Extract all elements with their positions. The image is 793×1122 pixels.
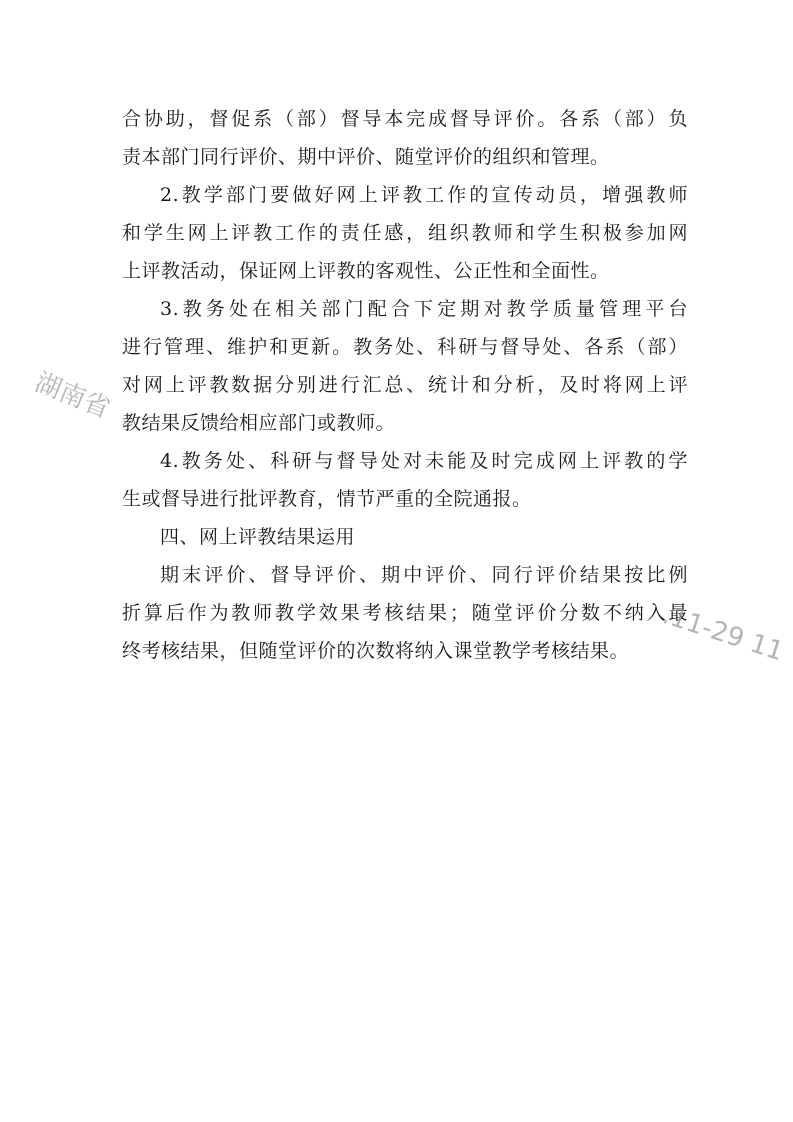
paragraph-line: 生或督导进行批评教育，情节严重的全院通报。 [122,488,532,510]
paragraph-line: 期末评价、督导评价、期中评价、同行评价结果按比例 [160,564,688,586]
paragraph-3 [122,290,688,442]
paragraph-line: 责本部门同行评价、期中评价、随堂评价的组织和管理。 [122,146,610,168]
paragraph-5 [122,556,688,670]
paragraph-line: 2.教学部门要做好网上评教工作的宣传动员，增强教师 [160,184,688,206]
paragraph-line: 教结果反馈给相应部门或教师。 [122,412,396,434]
paragraph-1 [122,100,688,176]
paragraph-line: 合协助，督促系（部）督导本完成督导评价。各系（部）负 [122,108,688,130]
paragraph-line: 对网上评教数据分别进行汇总、统计和分析，及时将网上评 [122,374,688,396]
watermark-right: .11-29 11 [658,600,788,668]
paragraph-line: 4.教务处、科研与督导处对未能及时完成网上评教的学 [160,450,688,472]
paragraph-line: 3.教务处在相关部门配合下定期对教学质量管理平台 [160,298,688,320]
paragraph-line: 进行管理、维护和更新。教务处、科研与督导处、各系（部） [122,336,688,358]
paragraph-4 [122,442,688,518]
paragraph-line: 折算后作为教师教学效果考核结果；随堂评价分数不纳入最 [122,602,688,624]
paragraph-line: 上评教活动，保证网上评教的客观性、公正性和全面性。 [122,260,610,282]
paragraph-line: 终考核结果，但随堂评价的次数将纳入课堂教学考核结果。 [122,640,630,662]
section-heading [122,518,688,556]
section-heading-text: 四、网上评教结果运用 [160,526,356,548]
paragraph-2 [122,176,688,290]
watermark-left: 湖南省 [30,367,115,425]
document-body [122,100,688,670]
paragraph-line: 和学生网上评教工作的责任感，组织教师和学生积极参加网 [122,222,688,244]
